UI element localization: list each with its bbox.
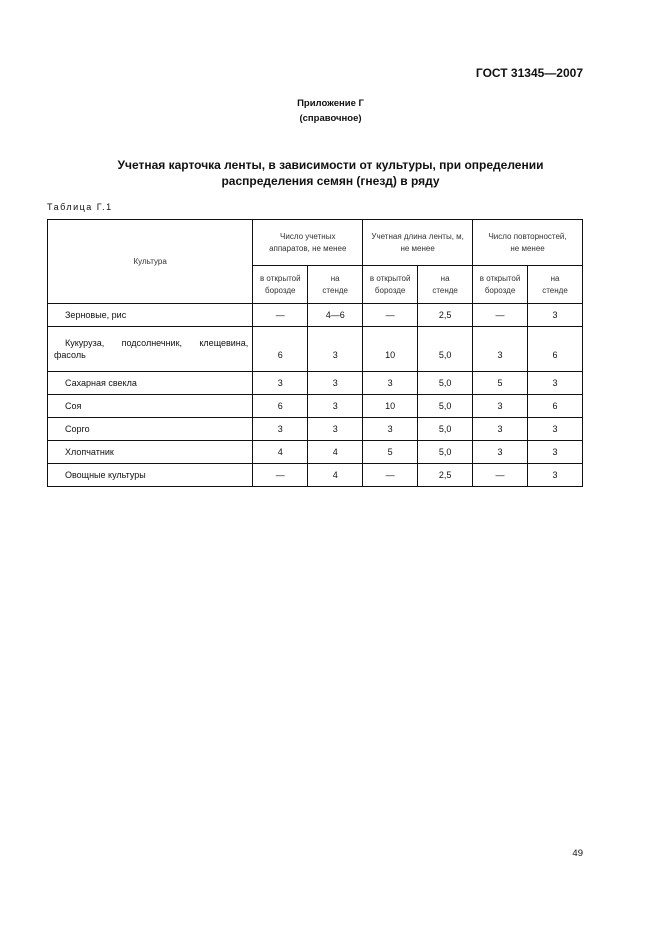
document-title bbox=[0, 157, 661, 189]
table-label: Таблица Г.1 bbox=[47, 202, 113, 212]
table-cell: 4 bbox=[308, 464, 363, 487]
header-sub-open-furrow: в открытой борозде bbox=[363, 266, 418, 304]
culture-name bbox=[48, 327, 253, 372]
table-cell: 3 bbox=[473, 441, 528, 464]
header-group-apparatus: Число учетных аппаратов, не менее bbox=[253, 220, 363, 266]
table-cell: 3 bbox=[308, 395, 363, 418]
table-cell: 5 bbox=[473, 372, 528, 395]
header-sub-stand: на стенде bbox=[418, 266, 473, 304]
culture-name-line-2: фасоль bbox=[54, 350, 86, 360]
table-row bbox=[48, 372, 583, 395]
culture-name: Хлопчатник bbox=[48, 441, 253, 464]
document-code: ГОСТ 31345—2007 bbox=[475, 66, 583, 80]
table-cell: 10 bbox=[363, 395, 418, 418]
table-cell: 2,5 bbox=[418, 464, 473, 487]
table-cell: 3 bbox=[308, 418, 363, 441]
header-sub-open-furrow: в открытой борозде bbox=[253, 266, 308, 304]
data-table bbox=[47, 219, 583, 487]
table-cell: — bbox=[253, 304, 308, 327]
table-cell: 3 bbox=[473, 327, 528, 372]
culture-name: Зерновые, рис bbox=[48, 304, 253, 327]
header-group-length: Учетная длина ленты, м, не менее bbox=[363, 220, 473, 266]
table-cell: — bbox=[363, 464, 418, 487]
page-number: 49 bbox=[572, 848, 583, 859]
table-row bbox=[48, 395, 583, 418]
table-cell: 5,0 bbox=[418, 372, 473, 395]
culture-name: Соя bbox=[48, 395, 253, 418]
table-cell: 5 bbox=[363, 441, 418, 464]
table-cell: 6 bbox=[528, 327, 583, 372]
title-line-2: распределения семян (гнезд) в ряду bbox=[221, 174, 440, 188]
table-row bbox=[48, 441, 583, 464]
table-cell: 3 bbox=[308, 372, 363, 395]
table-cell: 2,5 bbox=[418, 304, 473, 327]
culture-name: Сорго bbox=[48, 418, 253, 441]
table-row bbox=[48, 464, 583, 487]
table-cell: 6 bbox=[528, 395, 583, 418]
table-cell: — bbox=[363, 304, 418, 327]
table-cell: 6 bbox=[253, 395, 308, 418]
table-row bbox=[48, 327, 583, 372]
table-cell: 3 bbox=[253, 418, 308, 441]
table-row bbox=[48, 304, 583, 327]
culture-name: Сахарная свекла bbox=[48, 372, 253, 395]
table-cell: 3 bbox=[473, 418, 528, 441]
header-sub-open-furrow: в открытой борозде bbox=[473, 266, 528, 304]
table-cell: 3 bbox=[528, 464, 583, 487]
table-cell: — bbox=[473, 464, 528, 487]
table-cell: 4 bbox=[253, 441, 308, 464]
culture-name-line-1: Кукуруза, подсолнечник, клещевина, bbox=[65, 338, 249, 348]
table-cell: 3 bbox=[253, 372, 308, 395]
table-cell: 3 bbox=[308, 327, 363, 372]
table-cell: 10 bbox=[363, 327, 418, 372]
table-cell: 3 bbox=[528, 304, 583, 327]
table-cell: 5,0 bbox=[418, 418, 473, 441]
table-cell: 5,0 bbox=[418, 395, 473, 418]
table-cell: 3 bbox=[528, 418, 583, 441]
table-cell: 3 bbox=[363, 418, 418, 441]
table-cell: 3 bbox=[528, 441, 583, 464]
table-cell: 4 bbox=[308, 441, 363, 464]
header-sub-stand: на стенде bbox=[308, 266, 363, 304]
appendix-title: Приложение Г bbox=[297, 98, 364, 109]
header-sub-stand: на стенде bbox=[528, 266, 583, 304]
table-cell: 6 bbox=[253, 327, 308, 372]
table-cell: 3 bbox=[363, 372, 418, 395]
appendix-heading bbox=[0, 96, 661, 126]
title-line-1: Учетная карточка ленты, в зависимости от культуры, при определении bbox=[117, 158, 544, 172]
table-cell: — bbox=[473, 304, 528, 327]
table-cell: 5,0 bbox=[418, 441, 473, 464]
table-cell: 3 bbox=[473, 395, 528, 418]
table-cell: 5,0 bbox=[418, 327, 473, 372]
appendix-subtitle: (справочное) bbox=[299, 113, 362, 124]
culture-name: Овощные культуры bbox=[48, 464, 253, 487]
table-cell: — bbox=[253, 464, 308, 487]
header-culture: Культура bbox=[48, 220, 253, 304]
table-cell: 4—6 bbox=[308, 304, 363, 327]
table-cell: 3 bbox=[528, 372, 583, 395]
table-row bbox=[48, 418, 583, 441]
header-group-repeats: Число повторностей, не менее bbox=[473, 220, 583, 266]
